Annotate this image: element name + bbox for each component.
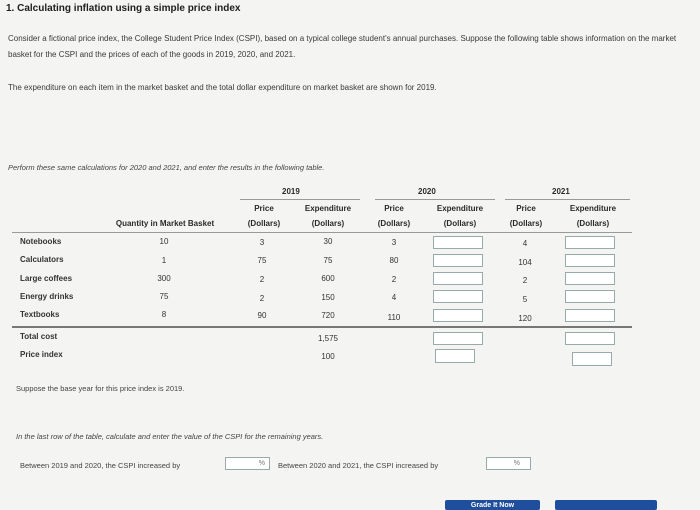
last-row-instruction: In the last row of the table, calculate and enter the value of the CSPI for the remaining years.	[16, 432, 324, 441]
exp-2020-energy-drinks-input[interactable]	[433, 290, 483, 303]
total-rule	[12, 326, 632, 328]
index-2020-input[interactable]	[435, 349, 475, 363]
price-2021-unit: (Dollars)	[509, 219, 543, 228]
increase-2019-2020-label: Between 2019 and 2020, the CSPI increased by	[20, 461, 181, 470]
year-2021-header: 2021	[552, 187, 570, 196]
exp-2021-textbooks-input[interactable]	[565, 309, 615, 322]
exp-2020-notebooks-input[interactable]	[433, 236, 483, 249]
increase-2020-2021-label: Between 2020 and 2021, the CSPI increased by	[278, 461, 439, 470]
price-2020-energy-drinks: 4	[391, 293, 397, 302]
price-2021-header: Price	[516, 204, 536, 213]
exp-2019-calculators: 75	[323, 256, 333, 265]
percent-sign-2020-2021: %	[513, 460, 520, 467]
exp-2019-large-coffees: 600	[321, 274, 335, 283]
price-2020-header: Price	[384, 204, 404, 213]
price-2020-unit: (Dollars)	[377, 219, 411, 228]
price-2019-textbooks: 90	[257, 311, 267, 320]
row-label-textbooks: Textbooks	[20, 310, 60, 319]
quantity-notebooks: 10	[159, 237, 169, 246]
price-2019-unit: (Dollars)	[247, 219, 281, 228]
exp-2021-large-coffees-input[interactable]	[565, 272, 615, 285]
exp-2021-header: Expenditure	[569, 204, 617, 213]
base-year-note: Suppose the base year for this price index is 2019.	[16, 384, 185, 393]
expenditure-paragraph: The expenditure on each item in the market basket and the total dollar expenditure on market basket are shown for 2019.	[8, 83, 437, 92]
year-2019-header: 2019	[282, 187, 300, 196]
price-2020-textbooks: 110	[387, 313, 401, 322]
header-rule	[12, 232, 632, 233]
exp-2019-textbooks: 720	[321, 311, 335, 320]
row-label-total-cost: Total cost	[20, 332, 58, 341]
grade-it-now-button[interactable]: Grade It Now	[445, 500, 540, 510]
total-2021-input[interactable]	[565, 332, 615, 345]
total-2019: 1,575	[317, 334, 339, 343]
row-label-large-coffees: Large coffees	[20, 274, 73, 283]
price-2021-calculators: 104	[518, 258, 532, 267]
price-2020-calculators: 80	[389, 256, 399, 265]
price-2019-large-coffees: 2	[259, 275, 265, 284]
year-2020-rule	[375, 199, 495, 200]
exp-2019-header: Expenditure	[304, 204, 352, 213]
exp-2021-notebooks-input[interactable]	[565, 236, 615, 249]
quantity-calculators: 1	[161, 256, 167, 265]
price-2019-energy-drinks: 2	[259, 294, 265, 303]
question-title: 1. Calculating inflation using a simple price index	[6, 3, 241, 14]
price-2020-large-coffees: 2	[391, 275, 397, 284]
increase-2020-2021-input[interactable]	[486, 457, 531, 470]
year-2020-header: 2020	[418, 187, 436, 196]
quantity-header: Quantity in Market Basket	[115, 219, 215, 228]
exp-2020-header: Expenditure	[436, 204, 484, 213]
row-label-notebooks: Notebooks	[20, 237, 62, 246]
price-2021-energy-drinks: 5	[522, 295, 528, 304]
exp-2020-large-coffees-input[interactable]	[433, 272, 483, 285]
exp-2021-calculators-input[interactable]	[565, 254, 615, 267]
price-2021-large-coffees: 2	[522, 276, 528, 285]
total-2020-input[interactable]	[433, 332, 483, 345]
exp-2019-energy-drinks: 150	[321, 293, 335, 302]
row-label-price-index: Price index	[20, 350, 63, 359]
save-continue-button[interactable]	[555, 500, 657, 510]
exp-2021-unit: (Dollars)	[576, 219, 610, 228]
quantity-large-coffees: 300	[157, 274, 171, 283]
intro-paragraph: Consider a fictional price index, the College Student Price Index (CSPI), based on a typical college student's annual purchases. Suppose the following table shows information on the market basket for the CSPI and the prices of each of the goods in 2019, 2020, and 2021.	[8, 34, 677, 59]
instruction-text: Perform these same calculations for 2020 and 2021, and enter the results in the following table.	[8, 163, 325, 172]
price-2021-notebooks: 4	[522, 239, 528, 248]
exp-2020-unit: (Dollars)	[443, 219, 477, 228]
year-2021-rule	[505, 199, 630, 200]
price-2019-header: Price	[254, 204, 274, 213]
exp-2019-unit: (Dollars)	[311, 219, 345, 228]
quantity-textbooks: 8	[161, 310, 167, 319]
price-2019-notebooks: 3	[259, 238, 265, 247]
index-2019: 100	[321, 352, 335, 361]
exp-2019-notebooks: 30	[323, 237, 333, 246]
index-2021-input[interactable]	[572, 352, 612, 366]
price-2021-textbooks: 120	[518, 314, 532, 323]
percent-sign-2019-2020: %	[258, 460, 265, 467]
quantity-energy-drinks: 75	[159, 292, 169, 301]
increase-2019-2020-input[interactable]	[225, 457, 270, 470]
row-label-calculators: Calculators	[20, 255, 64, 264]
exp-2020-calculators-input[interactable]	[433, 254, 483, 267]
year-2019-rule	[240, 199, 360, 200]
row-label-energy-drinks: Energy drinks	[20, 292, 74, 301]
price-2020-notebooks: 3	[391, 238, 397, 247]
price-2019-calculators: 75	[257, 256, 267, 265]
exp-2021-energy-drinks-input[interactable]	[565, 290, 615, 303]
exp-2020-textbooks-input[interactable]	[433, 309, 483, 322]
